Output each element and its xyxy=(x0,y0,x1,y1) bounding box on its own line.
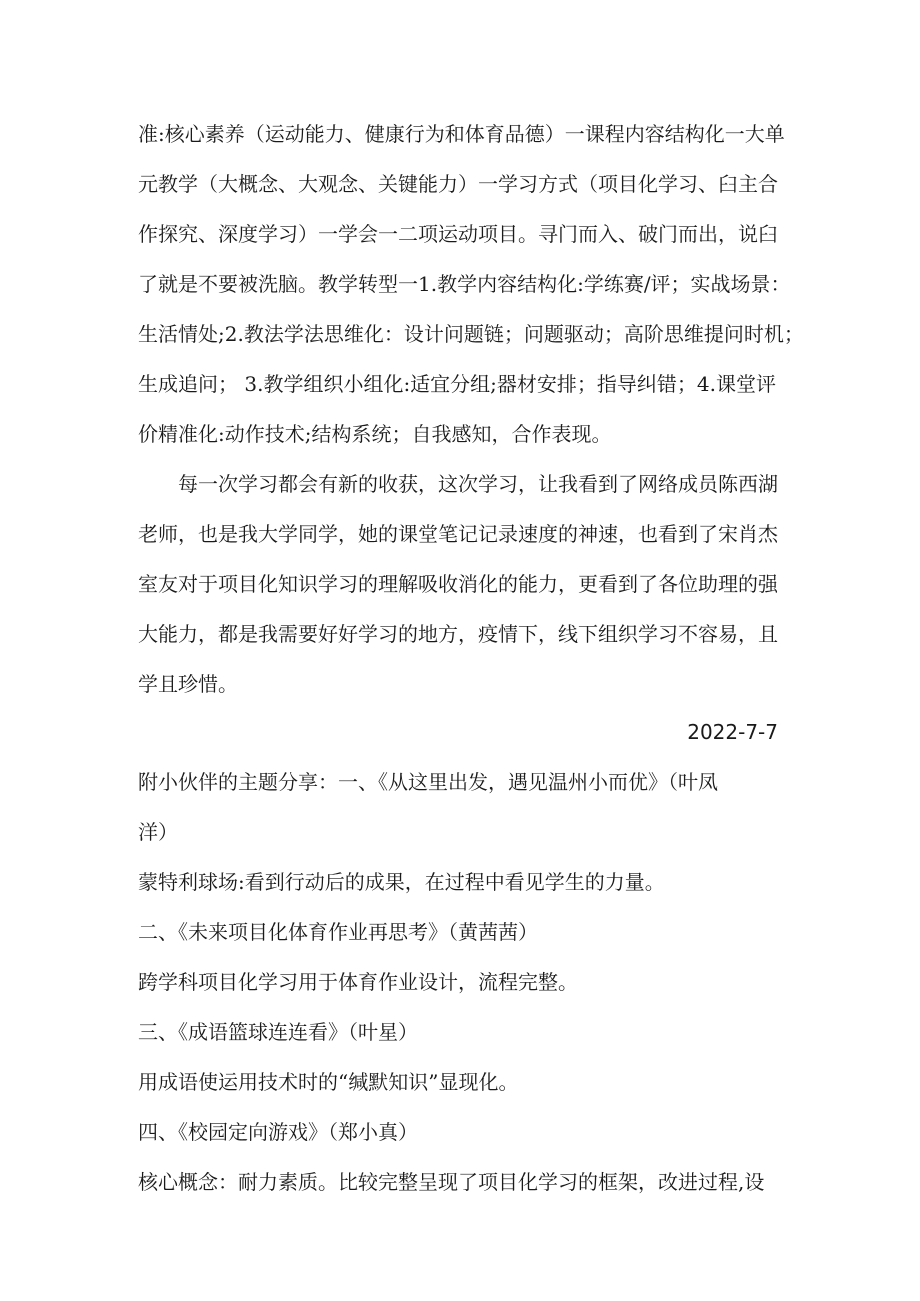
appendix-line-1: 附小伙伴的主题分享：一、《从这里出发，遇见温州小而优》（叶凤 xyxy=(138,770,718,794)
appendix-line-8: 四、《校园定向游戏》（郑小真） xyxy=(138,1120,418,1144)
paragraph1-line-4: 了就是不要被洗脑。教学转型一1.教学内容结构化:学练赛/评；实战场景： xyxy=(138,272,791,296)
paragraph1-line-7: 价精准化:动作技术;结构系统；自我感知，合作表现。 xyxy=(138,422,612,446)
appendix-line-9: 核心概念：耐力素质。比较完整呈现了项目化学习的框架，改进过程,设 xyxy=(138,1170,765,1194)
paragraph2-line-2: 老师，也是我大学同学，她的课堂笔记记录速度的神速，也看到了宋肖杰 xyxy=(138,522,778,546)
appendix-line-4: 二、《未来项目化体育作业再思考》（黄茜茜） xyxy=(138,920,538,944)
appendix-line-2: 洋） xyxy=(138,820,178,844)
document-date: 2022-7-7 xyxy=(687,720,778,744)
paragraph2-line-4: 大能力，都是我需要好好学习的地方，疫情下，线下组织学习不容易，且 xyxy=(138,622,778,646)
appendix-line-6: 三、《成语篮球连连看》（叶星） xyxy=(138,1020,418,1044)
paragraph2-line-5: 学且珍惜。 xyxy=(138,672,238,696)
paragraph1-line-3: 作探究、深度学习）一学会一二项运动项目。寻门而入、破门而出，说臼 xyxy=(138,222,778,246)
paragraph1-line-5: 生活情处;2.教法学法思维化：设计问题链；问题驱动；高阶思维提问时机； xyxy=(138,322,804,346)
paragraph1-line-1: 准:核心素养（运动能力、健康行为和体育品德）一课程内容结构化一大单 xyxy=(138,122,785,146)
appendix-line-5: 跨学科项目化学习用于体育作业设计，流程完整。 xyxy=(138,970,578,994)
paragraph2-line-3: 室友对于项目化知识学习的理解吸收消化的能力，更看到了各位助理的强 xyxy=(138,572,778,596)
paragraph2-line-1: 每一次学习都会有新的收获，这次学习，让我看到了网络成员陈西湖 xyxy=(178,472,778,496)
appendix-line-3: 蒙特利球场:看到行动后的成果，在过程中看见学生的力量。 xyxy=(138,870,665,894)
appendix-line-7: 用成语使运用技术时的“缄默知识”显现化。 xyxy=(138,1070,519,1094)
paragraph1-line-6: 生成追问； 3.教学组织小组化:适宜分组;器材安排；指导纠错；4.课堂评 xyxy=(138,372,776,396)
paragraph1-line-2: 元教学（大概念、大观念、关键能力）一学习方式（项目化学习、臼主合 xyxy=(138,172,778,196)
